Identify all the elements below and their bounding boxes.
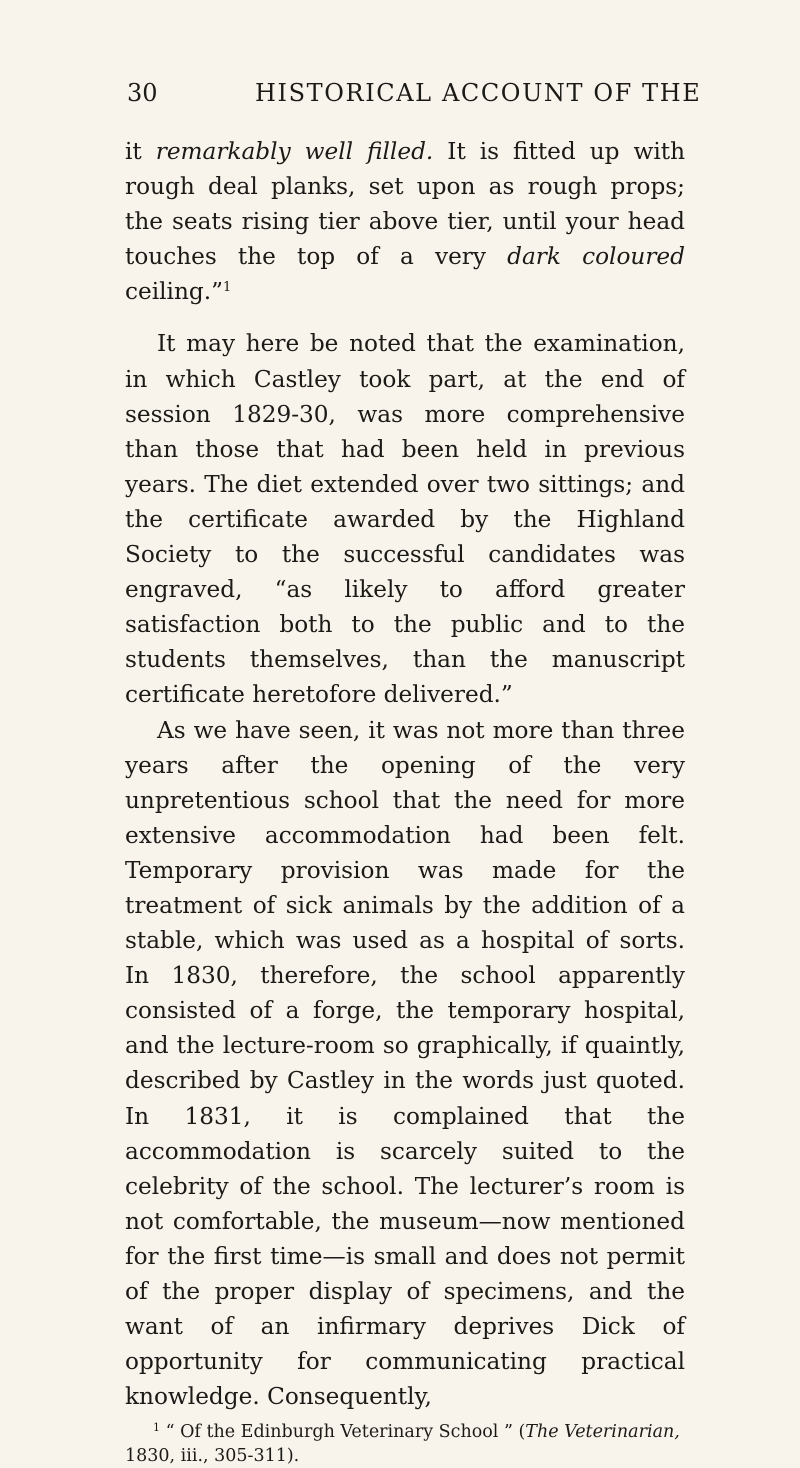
paragraph-continuation: it remarkably well filled. It is fitted up with rough deal planks, set upon as rough props; the seats rising tier above tier, until your head touches the top of a very dark coloured ceiling.”$^1$ [125,138,685,306]
paragraph: As we have seen, it was not more than three years after the opening of the very unpretentious school that the need for more extensive accommodation had been felt. Temporary provision was made for the treatment of sick animals by the addition of a stable, which was used as a hospital of sorts. In 1830, therefore, the school apparently consisted of a forge, the temporary hospital, and the lecture-room so graphically, if quaintly, described by Castley in the words just quoted. In 1831, it is complained that the accommodation is scarcely suited to the celebrity of the school. The lecturer’s room is not comfortable, the museum—now mentioned for the first time—is small and does not permit of the proper display of specimens, and the want of an infirmary deprives Dick of opportunity for communicating practical knowledge. Consequently, [125,716,685,1411]
italic-phrase: dark coloured [507,243,685,271]
italic-phrase: remarkably well filled. [155,138,434,165]
footnote: $^1$ “ Of the Edinburgh Veterinary School ” (The Veterinarian, 1830, iii., 305-311). [125,1421,680,1467]
footnotes [125,1420,685,1468]
footnote-reference: 1 [222,280,232,296]
page-number: 30 [127,79,158,107]
book-page [125,76,702,1468]
paragraph: It may here be noted that the examination, in which Castley took part, at the end of session 1829-30, was more comprehensive than those that had been held in previous years. The diet extended over two sittings; and the certificate awarded by the Highland Society to the successful candidates was engraved, “as likely to afford greater satisfaction both to the public and to the students themselves, than the manuscript certificate heretofore delivered.” [125,330,685,709]
footnote-marker: 1 [153,1421,160,1435]
running-title: HISTORICAL ACCOUNT OF THE [255,79,702,107]
body-text [125,134,685,1414]
running-head [125,76,702,110]
